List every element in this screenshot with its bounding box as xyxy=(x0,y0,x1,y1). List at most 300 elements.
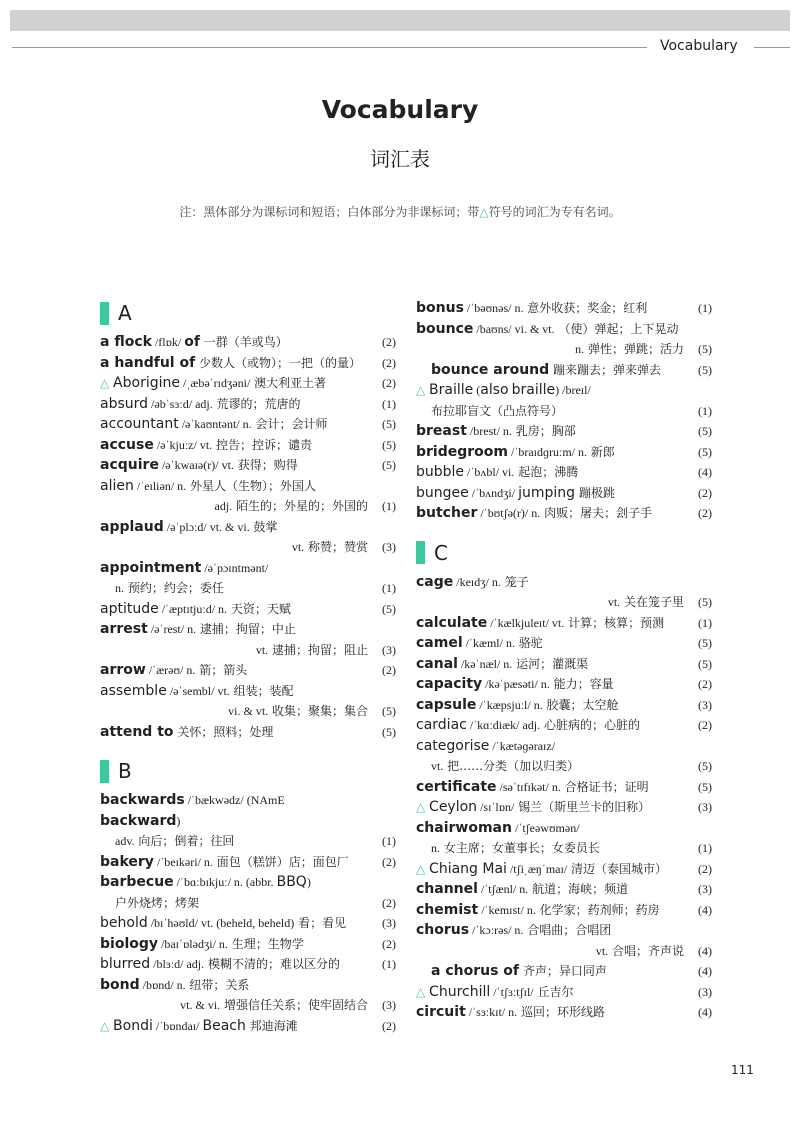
headword: channel xyxy=(416,881,478,897)
entry-line xyxy=(416,859,684,880)
vocab-entry xyxy=(416,818,712,859)
entry-line xyxy=(416,1002,684,1023)
phonetic: /keɪdʒ/ n. xyxy=(453,574,501,589)
headword: a flock xyxy=(100,334,152,350)
definition: 逮捕；拘留；中止 xyxy=(196,622,296,636)
unit-number: (5) xyxy=(698,656,712,671)
entry-line xyxy=(416,380,684,401)
definition: 邦迪海滩 xyxy=(245,1018,298,1033)
headword: cage xyxy=(416,573,454,590)
definition: 澳大利亚土著 xyxy=(250,376,327,390)
vocab-entry xyxy=(416,462,712,483)
entry-line xyxy=(100,913,368,934)
vocab-entry xyxy=(416,503,712,524)
phonetic: vt. xyxy=(607,595,621,609)
headword: accuse xyxy=(100,436,154,453)
definition: 面包（糕饼）店；面包厂 xyxy=(212,854,349,869)
entry-line xyxy=(416,483,684,504)
phonetic: /ˈkælkjuleɪt/ vt. xyxy=(487,615,565,630)
entry-line xyxy=(416,613,684,634)
section-letter xyxy=(100,758,396,784)
headword: Ceylon xyxy=(429,799,478,815)
definition: 起泡；沸腾 xyxy=(514,465,579,479)
unit-number: (3) xyxy=(698,800,712,814)
headword: assemble xyxy=(100,682,167,699)
definition: 蹦来蹦去；弹来弹去 xyxy=(549,362,661,377)
proper-noun-icon: △ xyxy=(100,376,114,390)
definition: 航道；海峡；频道 xyxy=(528,882,629,896)
section-letter-text: C xyxy=(434,540,448,565)
vocab-entry xyxy=(416,654,712,675)
vocab-entry xyxy=(416,736,712,777)
headword: butcher xyxy=(416,505,478,521)
headword: blurred xyxy=(100,956,151,972)
headword: Beach xyxy=(202,1017,246,1034)
headword: bounce around xyxy=(431,361,550,378)
unit-number: (5) xyxy=(698,424,712,438)
unit-number: (2) xyxy=(382,895,396,910)
headword: arrest xyxy=(100,621,148,637)
note-after: 符号的词汇为专有名词。 xyxy=(488,205,621,219)
definition: 天资；天赋 xyxy=(227,601,291,616)
headword: absurd xyxy=(100,395,149,412)
phonetic: /ˈbəʊnəs/ n. xyxy=(463,301,524,315)
entry-line xyxy=(100,701,368,722)
definition: 胶囊；太空舱 xyxy=(542,697,619,712)
headword: bakery xyxy=(100,853,154,870)
unit-number: (5) xyxy=(698,362,712,377)
entry-line xyxy=(100,517,368,538)
entry-line xyxy=(416,879,684,900)
vocab-entry xyxy=(100,790,396,852)
definition: 合格证书；证明 xyxy=(560,779,649,794)
vocab-entry xyxy=(416,298,712,319)
phonetic: vt. xyxy=(255,642,269,657)
entry-line xyxy=(100,722,368,743)
entry-line xyxy=(416,442,684,463)
headword: Bondi xyxy=(113,1017,153,1034)
phonetic: n. xyxy=(431,841,440,855)
unit-number: (1) xyxy=(382,396,396,411)
unit-number: (4) xyxy=(698,1005,712,1019)
section-letter-text: A xyxy=(118,301,132,325)
vocab-entry xyxy=(100,1016,396,1037)
entry-line xyxy=(416,900,684,921)
vocab-entry xyxy=(416,380,712,421)
phonetic: ( xyxy=(473,383,481,397)
unit-number: (1) xyxy=(698,403,712,418)
definition: 少数人（或物）；一把（的量） xyxy=(195,355,361,370)
entry-line xyxy=(416,920,684,941)
page-subtitle: 词汇表 xyxy=(370,147,430,171)
definition: 控告；控诉；谴责 xyxy=(212,437,312,452)
entry-line xyxy=(100,414,368,435)
unit-number: (5) xyxy=(698,759,712,773)
vocab-entry xyxy=(100,852,396,873)
unit-number: (2) xyxy=(698,718,712,732)
headword: chorus xyxy=(416,922,470,938)
vocab-entry xyxy=(416,360,712,381)
unit-number: (4) xyxy=(698,943,712,958)
vocab-entry xyxy=(100,913,396,934)
unit-number: (5) xyxy=(382,704,396,718)
vocab-entry xyxy=(416,421,712,442)
entry-line xyxy=(100,332,368,353)
unit-number: (3) xyxy=(698,984,712,999)
phonetic: /brest/ n. xyxy=(466,424,512,438)
note-before: 注：黑体部分为课标词和短语；白体部分为非课标词；带 xyxy=(179,205,480,219)
headword: arrow xyxy=(100,662,146,678)
unit-number: (1) xyxy=(382,957,396,971)
definition: 笼子 xyxy=(500,574,529,589)
headword: behold xyxy=(100,915,148,931)
entry-line xyxy=(100,373,368,394)
headword: certificate xyxy=(416,778,497,795)
unit-number: (5) xyxy=(382,458,396,472)
headword: circuit xyxy=(416,1004,466,1020)
phonetic: /ˈsɜːkɪt/ n. xyxy=(465,1005,518,1019)
vocab-entry xyxy=(100,353,396,374)
phonetic: /flɒk/ xyxy=(151,335,185,349)
definition: 一群（羊或鸟） xyxy=(199,335,288,349)
header-rule-left xyxy=(12,47,647,48)
phonetic: vt. xyxy=(595,943,609,958)
definition: 蹦极跳 xyxy=(575,485,615,500)
unit-number: (3) xyxy=(382,916,396,930)
definition: 齐声；异口同声 xyxy=(519,964,607,978)
definition: 骆驼 xyxy=(514,636,543,650)
headword: capacity xyxy=(416,676,483,692)
entry-line xyxy=(100,435,368,456)
headword: bungee xyxy=(416,484,469,501)
definition: 户外烧烤；烤架 xyxy=(115,895,200,910)
phonetic: /tʃiˌæŋˈmaɪ/ xyxy=(506,861,568,876)
phonetic: vi. & vt. xyxy=(228,704,269,718)
vocab-column-left xyxy=(100,300,396,1036)
vocab-entry xyxy=(416,483,712,504)
definition: 丘吉尔 xyxy=(533,984,574,999)
unit-number: (2) xyxy=(382,1018,396,1033)
unit-number: (2) xyxy=(698,506,712,520)
entry-line xyxy=(416,674,684,695)
unit-number: (3) xyxy=(382,642,396,657)
vocab-entry xyxy=(100,476,396,517)
definition: 鼓掌 xyxy=(249,519,278,534)
phonetic: /səˈtɪfɪkət/ n. xyxy=(496,779,561,794)
phonetic: /ˈbækwədz/ (NAmE xyxy=(184,793,285,807)
unit-number: (1) xyxy=(382,499,396,513)
phonetic: /kəˈpæsəti/ n. xyxy=(482,677,550,691)
definition: 增强信任关系；使牢固结合 xyxy=(220,998,368,1012)
vocab-column-right xyxy=(416,298,712,1023)
entry-line xyxy=(416,695,684,716)
definition: 称赞；赞赏 xyxy=(304,540,368,554)
definition: 获得；购得 xyxy=(233,458,298,472)
unit-number: (4) xyxy=(698,902,712,917)
phonetic: ) /breɪl/ xyxy=(555,383,591,397)
definition: 肉贩；屠夫；刽子手 xyxy=(540,506,653,520)
headword: calculate xyxy=(416,614,488,631)
section-letter-text: B xyxy=(118,759,132,783)
vocab-entry xyxy=(100,558,396,599)
entry-line xyxy=(416,838,684,859)
entry-line xyxy=(416,503,684,524)
phonetic: /ˈtʃɜːtʃɪl/ xyxy=(490,984,534,999)
section-marker xyxy=(100,760,109,783)
phonetic: /əˈpɔɪntmənt/ xyxy=(201,560,269,575)
definition: 关在笼子里 xyxy=(620,595,684,609)
definition: 女主席；女董事长；女委员长 xyxy=(440,841,600,855)
entry-line xyxy=(416,421,684,442)
definition: 弹性；弹跳；活力 xyxy=(584,342,684,356)
vocab-entry xyxy=(100,954,396,975)
phonetic: /bɪˈhəʊld/ vt. (beheld, beheld) xyxy=(147,916,295,930)
vocab-entry xyxy=(100,435,396,456)
phonetic: /ˈbʊtʃə(r)/ n. xyxy=(477,506,541,520)
phonetic: /ˈtʃænl/ n. xyxy=(477,882,529,896)
definition: 陌生的；外星的；外国的 xyxy=(232,499,368,513)
vocab-entry xyxy=(100,599,396,620)
headword: Braille xyxy=(429,382,474,398)
phonetic: n. xyxy=(575,342,585,356)
unit-number: (2) xyxy=(382,335,396,349)
entry-line xyxy=(100,872,368,893)
header-band xyxy=(10,10,790,31)
unit-number: (5) xyxy=(698,779,712,794)
entry-line xyxy=(416,298,684,319)
phonetic: /ˈærəʊ/ n. xyxy=(145,663,196,677)
header-rule-right xyxy=(754,47,790,48)
definition: 合唱曲；合唱团 xyxy=(523,923,612,937)
unit-number: (2) xyxy=(698,677,712,691)
entry-line xyxy=(416,319,684,340)
vocab-entry xyxy=(416,961,712,982)
phonetic: /ˈbɑːbɪkjuː/ n. (abbr. xyxy=(173,875,277,889)
headword: applaud xyxy=(100,518,164,535)
headword: camel xyxy=(416,635,463,651)
vocab-entry xyxy=(100,681,396,722)
phonetic: /əˈplɔːd/ vt. & vi. xyxy=(163,519,250,534)
entry-line xyxy=(416,572,684,593)
headword: jumping xyxy=(518,484,576,501)
headword: biology xyxy=(100,935,159,952)
phonetic: /ˈeɪliən/ n. xyxy=(133,478,187,493)
vocab-entry xyxy=(416,797,712,818)
unit-number: (2) xyxy=(382,854,396,869)
entry-line xyxy=(416,982,684,1003)
definition: 收集；聚集；集合 xyxy=(268,704,368,718)
definition: 巡回；环形线路 xyxy=(517,1005,605,1019)
headword: a handful of xyxy=(100,354,196,371)
vocab-entry xyxy=(416,319,712,360)
page-number: 111 xyxy=(731,1063,754,1077)
legend-note xyxy=(0,203,800,220)
vocab-entry xyxy=(100,394,396,415)
definition: 把……分类（加以归类） xyxy=(443,759,580,773)
unit-number: (3) xyxy=(382,998,396,1012)
phonetic: vt. xyxy=(431,759,444,773)
unit-number: (5) xyxy=(382,601,396,616)
phonetic: /bɒnd/ n. xyxy=(139,977,186,992)
unit-number: (5) xyxy=(698,444,712,459)
entry-line xyxy=(100,681,368,702)
unit-number: (2) xyxy=(382,936,396,951)
phonetic: /əˈkaʊntənt/ n. xyxy=(178,417,252,431)
section-letter xyxy=(416,540,712,566)
unit-number: (5) xyxy=(382,417,396,431)
vocab-entry xyxy=(100,414,396,435)
phonetic: /ˈæptɪtjuːd/ n. xyxy=(158,601,228,616)
entry-line xyxy=(100,831,368,852)
phonetic: /baɪˈɒlədʒi/ n. xyxy=(158,936,228,951)
definition: 逮捕；拘留；阻止 xyxy=(268,642,368,657)
definition: 会计；会计师 xyxy=(251,417,328,431)
vocab-entry xyxy=(416,715,712,736)
headword: breast xyxy=(416,423,467,439)
phonetic: ) xyxy=(306,875,311,889)
entry-line xyxy=(100,975,368,996)
headword: canal xyxy=(416,655,458,672)
unit-number: (1) xyxy=(382,834,396,848)
unit-number: (1) xyxy=(698,301,712,315)
headword: chemist xyxy=(416,901,479,918)
definition: 看；看见 xyxy=(294,916,347,930)
vocab-entry xyxy=(100,722,396,743)
entry-line xyxy=(416,736,684,757)
entry-line xyxy=(100,893,368,914)
phonetic: /blɜːd/ adj. xyxy=(150,957,205,971)
phonetic: /ˈkɔːrəs/ n. xyxy=(469,923,524,937)
definition: 心脏病的；心脏的 xyxy=(540,718,640,732)
headword: of xyxy=(184,334,200,350)
phonetic: /əˈrest/ n. xyxy=(147,622,197,636)
definition: 纽带；关系 xyxy=(185,977,250,992)
definition: 新郎 xyxy=(586,444,615,459)
phonetic: /əˈsembl/ vt. xyxy=(166,683,230,698)
unit-number: (1) xyxy=(698,615,712,630)
vocab-entry xyxy=(100,455,396,476)
phonetic: /əˈkwaɪə(r)/ vt. xyxy=(158,458,234,472)
phonetic: /ˈkæpsjuːl/ n. xyxy=(476,697,543,712)
unit-number: (2) xyxy=(698,861,712,876)
headword: bubble xyxy=(416,464,465,480)
vocab-entry xyxy=(416,982,712,1003)
entry-line xyxy=(416,756,684,777)
unit-number: (5) xyxy=(382,437,396,452)
proper-noun-icon: △ xyxy=(416,861,430,876)
proper-noun-icon: △ xyxy=(416,800,430,814)
definition: 预约；约会；委任 xyxy=(124,581,224,595)
vocab-entry xyxy=(416,572,712,613)
vocab-entry xyxy=(100,373,396,394)
headword: barbecue xyxy=(100,874,174,890)
definition: 清迈（泰国城市） xyxy=(567,861,668,876)
definition: 荒谬的；荒唐的 xyxy=(212,396,301,411)
phonetic: /ˈkæml/ n. xyxy=(462,636,515,650)
entry-line xyxy=(100,537,368,558)
definition: 外星人（生物）；外国人 xyxy=(186,478,317,493)
definition: 向后；倒着；往回 xyxy=(134,834,235,848)
phonetic: ) xyxy=(176,813,181,828)
definition: 乳房；胸部 xyxy=(511,424,576,438)
unit-number: (2) xyxy=(698,485,712,500)
vocab-entry xyxy=(416,442,712,463)
entry-line xyxy=(416,715,684,736)
vocab-entry xyxy=(416,920,712,961)
entry-line xyxy=(416,818,684,839)
headword: cardiac xyxy=(416,717,467,733)
definition: 箭；箭头 xyxy=(195,663,248,677)
definition: 能力；容量 xyxy=(549,677,614,691)
headword: alien xyxy=(100,477,134,494)
unit-number: (5) xyxy=(382,724,396,739)
headword: a chorus of xyxy=(431,963,519,979)
unit-number: (2) xyxy=(382,663,396,677)
headword: categorise xyxy=(416,737,490,754)
entry-line xyxy=(100,1016,368,1037)
entry-line xyxy=(416,462,684,483)
definition: （使）弹起；上下晃动 xyxy=(554,321,679,336)
entry-line xyxy=(416,401,684,422)
entry-line xyxy=(416,961,684,982)
entry-line xyxy=(100,394,368,415)
entry-line xyxy=(416,633,684,654)
phonetic: /ˈtʃeəwʊmən/ xyxy=(511,820,580,835)
headword: bond xyxy=(100,976,140,993)
phonetic: /əbˈsɜːd/ adj. xyxy=(148,396,213,411)
definition: 模糊不清的；难以区分的 xyxy=(204,957,340,971)
entry-line xyxy=(100,496,368,517)
unit-number: (4) xyxy=(698,465,712,479)
phonetic: /ˈkemɪst/ n. xyxy=(478,902,536,917)
phonetic: vt. & vi. xyxy=(180,998,221,1012)
phonetic: /ˈbeɪkəri/ n. xyxy=(153,854,213,869)
running-title: Vocabulary xyxy=(660,38,738,54)
section-letter xyxy=(100,300,396,326)
section-marker xyxy=(416,541,425,564)
unit-number: (3) xyxy=(382,540,396,554)
vocab-entry xyxy=(100,660,396,681)
entry-line xyxy=(416,360,684,381)
headword: capsule xyxy=(416,696,477,713)
vocab-entry xyxy=(416,879,712,900)
headword: chairwoman xyxy=(416,819,512,836)
definition: 运河；灌溉渠 xyxy=(512,656,589,671)
entry-line xyxy=(416,339,684,360)
vocab-entry xyxy=(416,900,712,921)
entry-line xyxy=(100,599,368,620)
phonetic: /ˈkætəɡəraɪz/ xyxy=(489,738,556,753)
phonetic: /ˈbʌndʒi/ xyxy=(468,485,519,500)
vocab-entry xyxy=(416,859,712,880)
entry-line xyxy=(100,852,368,873)
headword: bonus xyxy=(416,300,464,316)
phonetic: adj. xyxy=(214,499,233,513)
vocab-entry xyxy=(416,613,712,634)
page-title: Vocabulary xyxy=(321,95,479,124)
definition: 化学家；药剂师；药房 xyxy=(535,902,660,917)
entry-line xyxy=(100,353,368,374)
unit-number: (1) xyxy=(382,581,396,595)
entry-line xyxy=(100,455,368,476)
unit-number: (5) xyxy=(698,595,712,609)
unit-number: (2) xyxy=(382,355,396,370)
vocab-entry xyxy=(416,674,712,695)
proper-noun-icon: △ xyxy=(416,383,430,397)
entry-line xyxy=(100,558,368,579)
definition: 锡兰（斯里兰卡的旧称） xyxy=(514,800,651,814)
vocab-entry xyxy=(100,872,396,913)
